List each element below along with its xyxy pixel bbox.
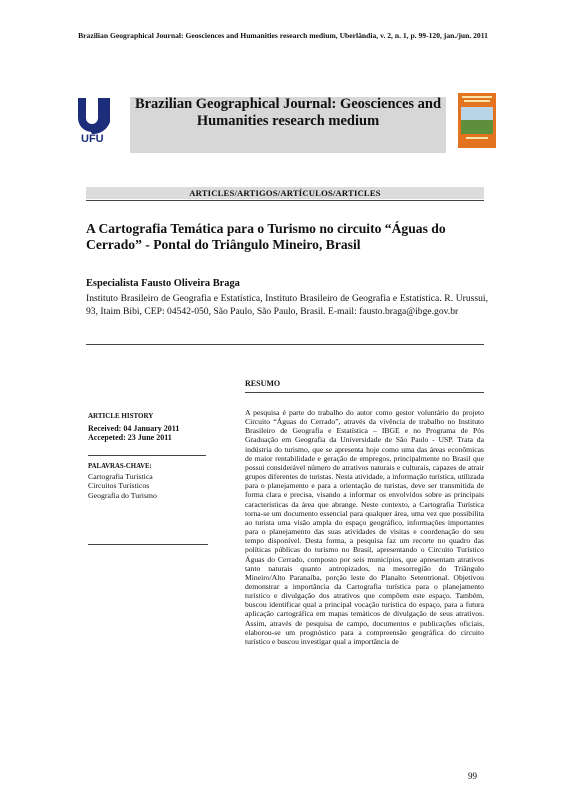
keyword-item: Circuitos Turísticos xyxy=(88,481,150,491)
sidebar-divider xyxy=(88,455,206,456)
keyword-item: Cartografia Turística xyxy=(88,472,153,481)
abstract-divider xyxy=(245,392,484,393)
abstract-text: A pesquisa é parte do trabalho do autor como gestor voluntário do projeto Circuito “Águas do Cerrado”, através da vivência de trabalho no Instituto Brasileiro de Geografia e Estatística – IBGE e no Programa de Pós Graduação em Geografia da Universidade de São Paulo - USP. Trata da indústria do turismo, que se apresenta hoje como uma das áreas econômicas de maior rentabilidade e geração de empregos, principalmente no Brasil que possui considerável número de atrativos naturais e culturais, capazes de atrair grupos diferentes de turistas. Nesta atividade, a informação turística, utilizada para o planejamento e para a orientação de turistas, deve ser transmitida de forma clara e precisa, visando a informar os envolvidos sobre as principais características da área que abrange. Neste contexto, a Cartografia Turística torna-se um documento essencial para qualquer área, uma vez que possibilita ao turista uma visão ampla do espaço geográfico, informações importantes para o planejamento das suas atividades de visitas e coordenação do seu tempo disponível. Desta forma, a pesquisa faz um recorte no quadro das políticas públicas do turismo no Brasil, apresentando o Circuito Turístico Águas do Cerrado, composto por seis municípios, que apresentam atrativos tanto naturais quanto antropizados, na mesorregião do Triângulo Mineiro/Alto Paranaíba, porção leste do Planalto Setentrional. Objetivou demonstrar a importância da Cartografia turística para o planejamento turístico e divulgação dos atrativos que compõem este espaço. Também, buscou identificar qual a principal vocação turística do espaço, para a futura aplicação cartográfica em mapas temáticos de divulgação de seus atrativos. Assim, através de pesquisa de campo, documentos e publicações oficiais, elaborou-se um prognóstico para a compreensão geográfica do circuito turístico e buscou investigar qual a importância de xyxy=(245,408,484,646)
section-label: ARTICLES/ARTIGOS/ARTÍCULOS/ARTICLES xyxy=(189,188,381,198)
journal-title: Brazilian Geographical Journal: Geosciences and Humanities research medium xyxy=(134,96,442,129)
article-title: A Cartografia Temática para o Turismo no circuito “Águas do Cerrado” - Pontal do Triângulo Mineiro, Brasil xyxy=(86,221,446,252)
sidebar-divider xyxy=(88,544,208,545)
keywords-heading: PALAVRAS-CHAVE: xyxy=(88,463,152,470)
running-header: Brazilian Geographical Journal: Geosciences and Humanities research medium, Uberlândia, v. 2, n. 1, p. 99-120, jan./jun. 2011 xyxy=(78,31,488,40)
section-divider xyxy=(86,200,484,201)
keyword-item: Geografia do Turismo xyxy=(88,490,157,500)
author-affiliation: Instituto Brasileiro de Geografia e Estatística, Instituto Brasileiro de Geografia e Estatística. R. Urussui, 93, Itaim Bibi, CEP: 04542-050, São Paulo, São Paulo, Brasil. E-mail: fausto.braga@ibge.gov.br xyxy=(86,293,488,317)
abstract-heading: RESUMO xyxy=(245,379,281,388)
keywords-list xyxy=(88,472,157,500)
logo-label: UFU xyxy=(81,133,104,145)
received-date: Received: 04 January 2011 xyxy=(88,424,180,433)
article-author: Especialista Fausto Oliveira Braga xyxy=(86,278,240,289)
article-history-heading: ARTICLE HISTORY xyxy=(88,412,154,420)
journal-cover-image xyxy=(458,93,496,148)
accepted-date: Accepeted: 23 June 2011 xyxy=(88,433,172,442)
page-number: 99 xyxy=(468,771,477,781)
header-divider xyxy=(86,344,484,345)
